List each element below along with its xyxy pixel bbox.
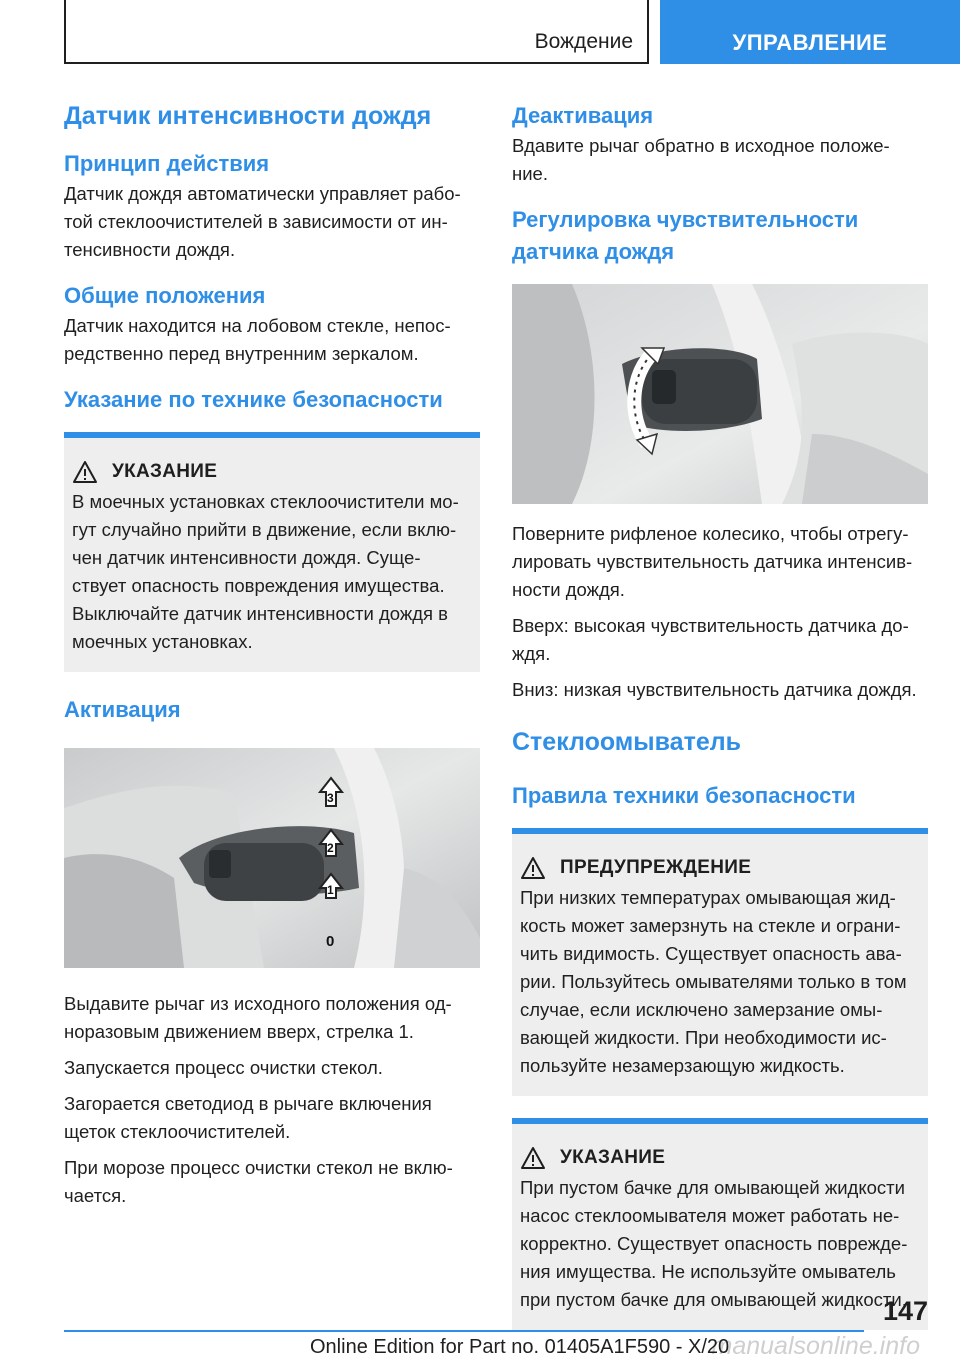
activation-line: Запускается процесс очистки стекол. (64, 1057, 383, 1078)
sensitivity-line: Вниз: низкая чувствительность датчика дождя. (512, 679, 917, 700)
notice-line: ствует опасность повреждения имущества. (72, 575, 445, 596)
chapter-label: УПРАВЛЕНИЕ (732, 30, 888, 55)
page-title: Датчик интенсивности дождя (64, 102, 432, 130)
sensitivity-line: лировать чувствительность датчика интенсив- (512, 551, 913, 572)
deactivation-heading: Деактивация (512, 103, 654, 128)
washer-safety-heading: Правила техники безопасности (512, 783, 856, 808)
activation-line: При морозе процесс очистки стекол не вклю- (64, 1157, 453, 1178)
activation-line: чается. (64, 1185, 127, 1206)
deactivation-line: ние. (512, 163, 548, 184)
principle-line: Датчик дождя автоматически управляет рабо- (64, 183, 461, 204)
warning-line: случае, если исключено замерзание омы- (520, 999, 883, 1020)
warning-title: ПРЕДУПРЕЖДЕНИЕ (560, 857, 752, 878)
notice-line: моечных установках. (72, 631, 253, 652)
activation-line: Выдавите рычаг из исходного положения од- (64, 993, 452, 1014)
header-section-tab (64, 0, 649, 64)
warning-line: вающей жидкости. При необходимости ис- (520, 1027, 887, 1048)
warning-line: рии. Пользуйтесь омывателями только в том (520, 971, 907, 992)
page-number: 147 (882, 1296, 928, 1326)
washer-heading: Стеклоомыватель (512, 728, 741, 756)
watermark: manualsonline.info (711, 1332, 920, 1360)
warning-triangle-icon (520, 856, 546, 880)
wiper-lever-activation-image (64, 748, 480, 968)
notice-line: корректно. Существует опасность поврежде- (520, 1233, 908, 1254)
figure-label-2: 2 (327, 841, 334, 855)
figure-label-0: 0 (326, 933, 335, 950)
sensitivity-wheel-image (512, 284, 928, 504)
safety-heading: Указание по технике безопасности (64, 387, 443, 412)
left-column (64, 100, 480, 1210)
notice-title: УКАЗАНИЕ (112, 461, 218, 482)
section-label: Вождение (534, 30, 633, 53)
notice-line: Выключайте датчик интенсивности дождя в (72, 603, 448, 624)
principle-heading: Принцип действия (64, 151, 270, 176)
activation-heading: Активация (64, 697, 181, 722)
edition-label: Online Edition for Part no. 01405A1F590 - X/20 (310, 1336, 730, 1358)
notice-line: чен датчик интенсивности дождя. Суще- (72, 547, 421, 568)
figure-label-1: 1 (327, 883, 334, 897)
warning-line: пользуйте незамерзающую жидкость. (520, 1055, 845, 1076)
sensitivity-line: ности дождя. (512, 579, 625, 600)
sensitivity-heading: датчика дождя (512, 239, 675, 264)
deactivation-line: Вдавите рычаг обратно в исходное положе- (512, 135, 890, 156)
warning-line: кость может замерзнуть на стекле и ограни- (520, 915, 901, 936)
sensitivity-line: Вверх: высокая чувствительность датчика до- (512, 615, 909, 636)
sensitivity-line: Поверните рифленое колесико, чтобы отрегу- (512, 523, 909, 544)
warning-triangle-icon (72, 460, 98, 484)
right-column (512, 100, 928, 1330)
warning-triangle-icon (520, 1146, 546, 1170)
notice-box (512, 1118, 928, 1330)
warning-box (512, 828, 928, 1096)
sensitivity-heading: Регулировка чувствительности (512, 207, 859, 232)
warning-line: чить видимость. Существует опасность ава- (520, 943, 902, 964)
notice-line: при пустом бачке для омывающей жидкости. (520, 1289, 907, 1310)
activation-line: щеток стеклоочистителей. (64, 1121, 291, 1142)
activation-line: Загорается светодиод в рычаге включения (64, 1093, 432, 1114)
principle-line: тенсивности дождя. (64, 239, 236, 260)
notice-line: При пустом бачке для омывающей жидкости (520, 1177, 905, 1198)
figure-label-3: 3 (327, 791, 334, 805)
general-line: Датчик находится на лобовом стекле, непос- (64, 315, 451, 336)
notice-line: гут случайно прийти в движение, если вклю- (72, 519, 457, 540)
notice-line: В моечных установках стеклоочистители мо- (72, 491, 459, 512)
header-chapter-tab (660, 0, 960, 64)
sensitivity-line: ждя. (512, 643, 551, 664)
general-line: редственно перед внутренним зеркалом. (64, 343, 419, 364)
notice-title: УКАЗАНИЕ (560, 1147, 666, 1168)
notice-line: ния имущества. Не используйте омыватель (520, 1261, 896, 1282)
activation-line: норазовым движением вверх, стрелка 1. (64, 1021, 414, 1042)
notice-box (64, 432, 480, 672)
general-heading: Общие положения (64, 283, 266, 308)
principle-line: той стеклоочистителей в зависимости от ин- (64, 211, 448, 232)
warning-line: При низких температурах омывающая жид- (520, 887, 896, 908)
notice-line: насос стеклоомывателя может работать не- (520, 1205, 900, 1226)
